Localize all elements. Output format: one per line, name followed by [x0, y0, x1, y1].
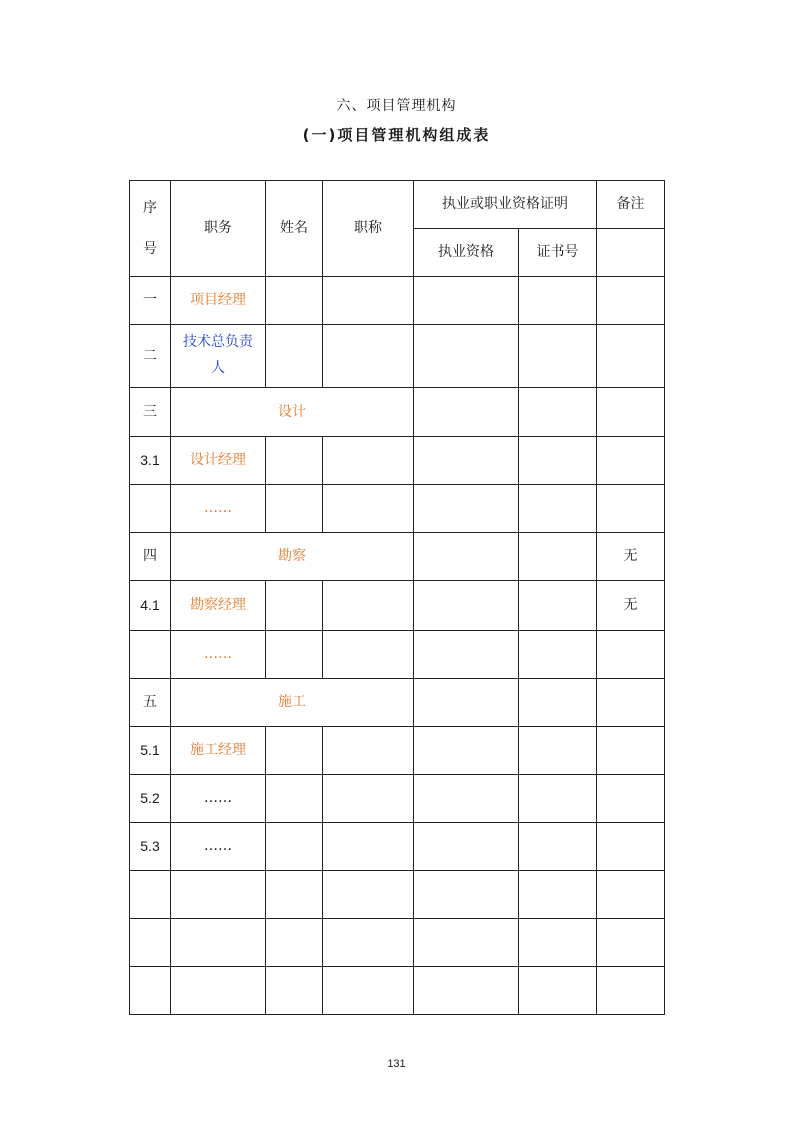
remark-cell [597, 388, 665, 437]
serial-cell [130, 967, 171, 1015]
position-cell: …… [171, 485, 266, 533]
section-title: 六、项目管理机构 [336, 98, 457, 114]
header-cert-no: 证书号 [519, 229, 597, 277]
name-cell [266, 727, 323, 775]
title-cell [323, 727, 414, 775]
serial-cell: 5.1 [130, 727, 171, 775]
serial-cell: 四 [130, 533, 171, 581]
remark-cell [597, 631, 665, 679]
remark-cell [597, 325, 665, 388]
title-cell [323, 967, 414, 1015]
header-title: 职称 [323, 181, 414, 277]
header-serial-line1: 序 [143, 199, 157, 216]
header-serial-line2: 号 [143, 240, 157, 257]
cert-no-cell [519, 277, 597, 325]
position-cell: 技术总负责人 [171, 325, 266, 388]
table-row [130, 727, 665, 775]
cert-no-cell [519, 775, 597, 823]
table-row [130, 533, 665, 581]
header-remark: 备注 [597, 181, 665, 229]
qualification-cell [414, 485, 519, 533]
remark-cell [597, 871, 665, 919]
position-cell: 勘察经理 [171, 581, 266, 631]
position-cell [171, 967, 266, 1015]
header-qualification: 执业资格 [414, 229, 519, 277]
header-position: 职务 [171, 181, 266, 277]
table-row [130, 437, 665, 485]
title-cell [323, 919, 414, 967]
qualification-cell [414, 823, 519, 871]
table-row [130, 679, 665, 727]
position-cell: 施工 [171, 679, 414, 727]
position-cell: 施工经理 [171, 727, 266, 775]
table-title: (一)项目管理机构组成表 [302, 126, 491, 144]
serial-cell: 一 [130, 277, 171, 325]
serial-cell [130, 631, 171, 679]
cert-no-cell [519, 581, 597, 631]
name-cell [266, 631, 323, 679]
table-row [130, 775, 665, 823]
name-cell [266, 277, 323, 325]
header-certificate-group: 执业或职业资格证明 [414, 181, 597, 229]
name-cell [266, 581, 323, 631]
position-cell [171, 919, 266, 967]
cert-no-cell [519, 485, 597, 533]
remark-cell [597, 919, 665, 967]
cert-no-cell [519, 437, 597, 485]
qualification-cell [414, 581, 519, 631]
remark-cell [597, 823, 665, 871]
cert-no-cell [519, 631, 597, 679]
position-cell: 设计经理 [171, 437, 266, 485]
remark-cell: 无 [597, 581, 665, 631]
serial-cell: 二 [130, 325, 171, 388]
table-row [130, 485, 665, 533]
name-cell [266, 919, 323, 967]
name-cell [266, 775, 323, 823]
header-serial [130, 181, 171, 277]
table-row [130, 967, 665, 1015]
title-cell [323, 581, 414, 631]
title-cell [323, 277, 414, 325]
position-cell [171, 871, 266, 919]
remark-cell [597, 277, 665, 325]
serial-cell: 4.1 [130, 581, 171, 631]
qualification-cell [414, 277, 519, 325]
remark-cell [597, 679, 665, 727]
cert-no-cell [519, 919, 597, 967]
page-number: 131 [387, 1058, 406, 1070]
qualification-cell [414, 533, 519, 581]
header-name: 姓名 [266, 181, 323, 277]
remark-cell [597, 437, 665, 485]
table-row [130, 871, 665, 919]
qualification-cell [414, 631, 519, 679]
serial-cell [130, 485, 171, 533]
title-cell [323, 437, 414, 485]
table-row [130, 581, 665, 631]
remark-cell [597, 727, 665, 775]
table-row [130, 631, 665, 679]
remark-cell [597, 485, 665, 533]
header-remark-blank [597, 229, 665, 277]
name-cell [266, 823, 323, 871]
serial-cell: 五 [130, 679, 171, 727]
table-row [130, 325, 665, 388]
qualification-cell [414, 967, 519, 1015]
cert-no-cell [519, 325, 597, 388]
title-cell [323, 775, 414, 823]
qualification-cell [414, 679, 519, 727]
cert-no-cell [519, 388, 597, 437]
name-cell [266, 967, 323, 1015]
title-cell [323, 631, 414, 679]
cert-no-cell [519, 533, 597, 581]
title-cell [323, 871, 414, 919]
serial-cell: 三 [130, 388, 171, 437]
table-row [130, 823, 665, 871]
cert-no-cell [519, 727, 597, 775]
position-cell: 设计 [171, 388, 414, 437]
table-row [130, 277, 665, 325]
qualification-cell [414, 919, 519, 967]
position-cell: 项目经理 [171, 277, 266, 325]
serial-cell: 5.3 [130, 823, 171, 871]
qualification-cell [414, 388, 519, 437]
remark-cell [597, 775, 665, 823]
position-cell: …… [171, 631, 266, 679]
cert-no-cell [519, 679, 597, 727]
serial-cell: 3.1 [130, 437, 171, 485]
name-cell [266, 485, 323, 533]
name-cell [266, 437, 323, 485]
table-row [130, 388, 665, 437]
serial-cell [130, 919, 171, 967]
qualification-cell [414, 871, 519, 919]
serial-cell: 5.2 [130, 775, 171, 823]
qualification-cell [414, 775, 519, 823]
title-cell [323, 823, 414, 871]
position-cell: 勘察 [171, 533, 414, 581]
qualification-cell [414, 727, 519, 775]
position-cell: …… [171, 775, 266, 823]
serial-cell [130, 871, 171, 919]
cert-no-cell [519, 823, 597, 871]
title-cell [323, 485, 414, 533]
remark-cell [597, 967, 665, 1015]
org-structure-table [129, 180, 665, 1015]
cert-no-cell [519, 871, 597, 919]
title-cell [323, 325, 414, 388]
name-cell [266, 325, 323, 388]
cert-no-cell [519, 967, 597, 1015]
qualification-cell [414, 437, 519, 485]
position-cell: …… [171, 823, 266, 871]
name-cell [266, 871, 323, 919]
table-row [130, 919, 665, 967]
remark-cell: 无 [597, 533, 665, 581]
qualification-cell [414, 325, 519, 388]
